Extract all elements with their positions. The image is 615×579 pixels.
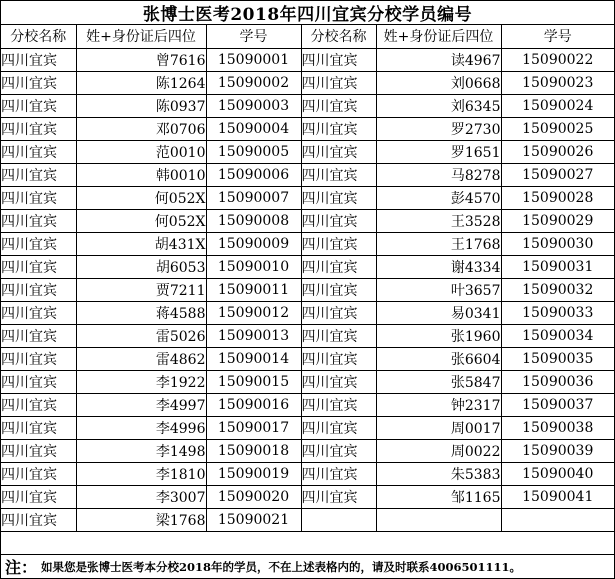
table-row (1, 370, 614, 393)
student-name-cell: 罗2730 (376, 117, 501, 140)
sheet-title: 张博士医考2018年四川宜宾分校学员编号 (142, 5, 473, 25)
header-row (1, 25, 614, 48)
branch-cell: 四川宜宾 (1, 186, 76, 209)
branch-cell: 四川宜宾 (301, 347, 376, 370)
table-row (1, 439, 614, 462)
student-name-cell: 刘6345 (376, 94, 501, 117)
student-name-cell: 李1922 (76, 370, 206, 393)
branch-cell: 四川宜宾 (1, 485, 76, 508)
branch-cell: 四川宜宾 (1, 255, 76, 278)
student-name-cell: 邹1165 (376, 485, 501, 508)
table-row (1, 324, 614, 347)
student-id-cell: 15090034 (501, 324, 614, 347)
branch-cell: 四川宜宾 (301, 278, 376, 301)
header-id-right: 学号 (501, 25, 614, 48)
branch-cell: 四川宜宾 (1, 347, 76, 370)
branch-cell: 四川宜宾 (301, 485, 376, 508)
table-row (1, 232, 614, 255)
student-id-cell: 15090021 (206, 508, 301, 531)
header-branch-left: 分校名称 (1, 25, 76, 48)
branch-cell: 四川宜宾 (1, 232, 76, 255)
header-name-left: 姓+身份证后四位 (76, 25, 206, 48)
branch-cell: 四川宜宾 (1, 163, 76, 186)
student-name-cell: 李4997 (76, 393, 206, 416)
student-id-cell: 15090031 (501, 255, 614, 278)
student-id-cell: 15090007 (206, 186, 301, 209)
title-row (1, 1, 614, 25)
branch-cell: 四川宜宾 (301, 71, 376, 94)
student-name-cell: 陈1264 (76, 71, 206, 94)
table-row (1, 508, 614, 531)
student-name-cell: 刘0668 (376, 71, 501, 94)
student-id-cell: 15090037 (501, 393, 614, 416)
student-name-cell: 读4967 (376, 48, 501, 71)
student-id-cell: 15090020 (206, 485, 301, 508)
student-id-cell: 15090028 (501, 186, 614, 209)
student-name-cell: 李4996 (76, 416, 206, 439)
header-id-left: 学号 (206, 25, 301, 48)
student-id-cell: 15090005 (206, 140, 301, 163)
student-name-cell: 张6604 (376, 347, 501, 370)
student-id-cell: 15090027 (501, 163, 614, 186)
table-row (1, 393, 614, 416)
student-name-cell: 何052X (76, 209, 206, 232)
branch-cell: 四川宜宾 (1, 462, 76, 485)
branch-cell: 四川宜宾 (1, 416, 76, 439)
student-name-cell: 蒋4588 (76, 301, 206, 324)
student-name-cell: 何052X (76, 186, 206, 209)
table-row (1, 416, 614, 439)
table-row (1, 278, 614, 301)
student-id-cell: 15090008 (206, 209, 301, 232)
student-name-cell: 雷4862 (76, 347, 206, 370)
student-id-cell: 15090035 (501, 347, 614, 370)
branch-cell: 四川宜宾 (301, 48, 376, 71)
branch-cell: 四川宜宾 (301, 370, 376, 393)
branch-cell: 四川宜宾 (1, 71, 76, 94)
student-id-cell: 15090018 (206, 439, 301, 462)
branch-cell: 四川宜宾 (301, 301, 376, 324)
student-id-cell: 15090001 (206, 48, 301, 71)
branch-cell: 四川宜宾 (1, 94, 76, 117)
header-branch-right: 分校名称 (301, 25, 376, 48)
table-row (1, 94, 614, 117)
student-name-cell: 谢4334 (376, 255, 501, 278)
student-id-cell: 15090019 (206, 462, 301, 485)
table-row (1, 117, 614, 140)
student-id-cell: 15090006 (206, 163, 301, 186)
student-id-cell: 15090030 (501, 232, 614, 255)
table-row (1, 163, 614, 186)
branch-cell: 四川宜宾 (301, 94, 376, 117)
branch-cell: 四川宜宾 (1, 393, 76, 416)
student-id-cell: 15090038 (501, 416, 614, 439)
branch-cell: 四川宜宾 (301, 439, 376, 462)
student-name-cell: 张1960 (376, 324, 501, 347)
student-name-cell: 朱5383 (376, 462, 501, 485)
branch-cell: 四川宜宾 (1, 324, 76, 347)
student-id-cell: 15090029 (501, 209, 614, 232)
student-name-cell: 雷5026 (76, 324, 206, 347)
table-row (1, 255, 614, 278)
student-name-cell: 邓0706 (76, 117, 206, 140)
note-label: 注： (5, 558, 38, 577)
student-name-cell: 陈0937 (76, 94, 206, 117)
student-name-cell: 梁1768 (76, 508, 206, 531)
branch-cell: 四川宜宾 (1, 140, 76, 163)
student-name-cell: 叶3657 (376, 278, 501, 301)
student-id-cell: 15090024 (501, 94, 614, 117)
student-id-cell: 15090002 (206, 71, 301, 94)
student-id-cell: 15090023 (501, 71, 614, 94)
student-id-cell: 15090013 (206, 324, 301, 347)
student-name-cell: 彭4570 (376, 186, 501, 209)
table-row (1, 140, 614, 163)
student-name-cell: 胡431X (76, 232, 206, 255)
student-name-cell: 钟2317 (376, 393, 501, 416)
student-id-cell: 15090010 (206, 255, 301, 278)
branch-cell: 四川宜宾 (1, 301, 76, 324)
student-id-cell: 15090014 (206, 347, 301, 370)
branch-cell: 四川宜宾 (301, 462, 376, 485)
branch-cell: 四川宜宾 (301, 163, 376, 186)
branch-cell: 四川宜宾 (1, 439, 76, 462)
table-row (1, 347, 614, 370)
student-id-cell: 15090041 (501, 485, 614, 508)
student-name-cell: 王1768 (376, 232, 501, 255)
table-row (1, 209, 614, 232)
student-id-cell: 15090026 (501, 140, 614, 163)
student-id-cell: 15090039 (501, 439, 614, 462)
branch-cell: 四川宜宾 (301, 324, 376, 347)
student-name-cell: 李1498 (76, 439, 206, 462)
student-id-cell: 15090012 (206, 301, 301, 324)
branch-cell: 四川宜宾 (1, 209, 76, 232)
branch-cell: 四川宜宾 (301, 140, 376, 163)
student-name-cell: 周0017 (376, 416, 501, 439)
student-id-cell: 15090036 (501, 370, 614, 393)
student-id-cell: 15090003 (206, 94, 301, 117)
table-row (1, 485, 614, 508)
student-id-cell: 15090004 (206, 117, 301, 140)
branch-cell: 四川宜宾 (301, 255, 376, 278)
roster-table (1, 25, 614, 532)
student-id-cell: 15090015 (206, 370, 301, 393)
student-name-cell: 曾7616 (76, 48, 206, 71)
branch-cell: 四川宜宾 (1, 508, 76, 531)
student-name-cell: 张5847 (376, 370, 501, 393)
student-name-cell: 王3528 (376, 209, 501, 232)
branch-cell: 四川宜宾 (301, 117, 376, 140)
student-name-cell: 范0010 (76, 140, 206, 163)
student-name-cell: 贾7211 (76, 278, 206, 301)
student-id-cell: 15090040 (501, 462, 614, 485)
student-name-cell: 罗1651 (376, 140, 501, 163)
student-name-cell: 易0341 (376, 301, 501, 324)
branch-cell: 四川宜宾 (301, 232, 376, 255)
student-name-cell: 韩0010 (76, 163, 206, 186)
student-id-cell: 15090033 (501, 301, 614, 324)
student-name-cell: 马8278 (376, 163, 501, 186)
student-id-cell: 15090022 (501, 48, 614, 71)
student-name-cell: 李3007 (76, 485, 206, 508)
student-id-cell: 15090009 (206, 232, 301, 255)
header-name-right: 姓+身份证后四位 (376, 25, 501, 48)
branch-cell: 四川宜宾 (1, 278, 76, 301)
table-row (1, 462, 614, 485)
branch-cell: 四川宜宾 (1, 370, 76, 393)
roster-body (1, 48, 614, 531)
student-id-cell: 15090032 (501, 278, 614, 301)
empty-cell (301, 508, 376, 531)
student-name-cell: 周0022 (376, 439, 501, 462)
note-row (1, 554, 614, 578)
empty-cell (501, 508, 614, 531)
note-text: 如果您是张博士医考本分校2018年的学员，不在上述表格内的，请及时联系4006501111。 (41, 559, 522, 574)
student-id-cell: 15090011 (206, 278, 301, 301)
student-id-cell: 15090016 (206, 393, 301, 416)
student-id-cell: 15090025 (501, 117, 614, 140)
student-id-cell: 15090017 (206, 416, 301, 439)
branch-cell: 四川宜宾 (301, 186, 376, 209)
branch-cell: 四川宜宾 (1, 117, 76, 140)
branch-cell: 四川宜宾 (301, 209, 376, 232)
table-row (1, 48, 614, 71)
branch-cell: 四川宜宾 (301, 393, 376, 416)
student-name-cell: 李1810 (76, 462, 206, 485)
branch-cell: 四川宜宾 (301, 416, 376, 439)
table-row (1, 301, 614, 324)
branch-cell: 四川宜宾 (1, 48, 76, 71)
student-name-cell: 胡6053 (76, 255, 206, 278)
empty-cell (376, 508, 501, 531)
table-row (1, 71, 614, 94)
table-row (1, 186, 614, 209)
